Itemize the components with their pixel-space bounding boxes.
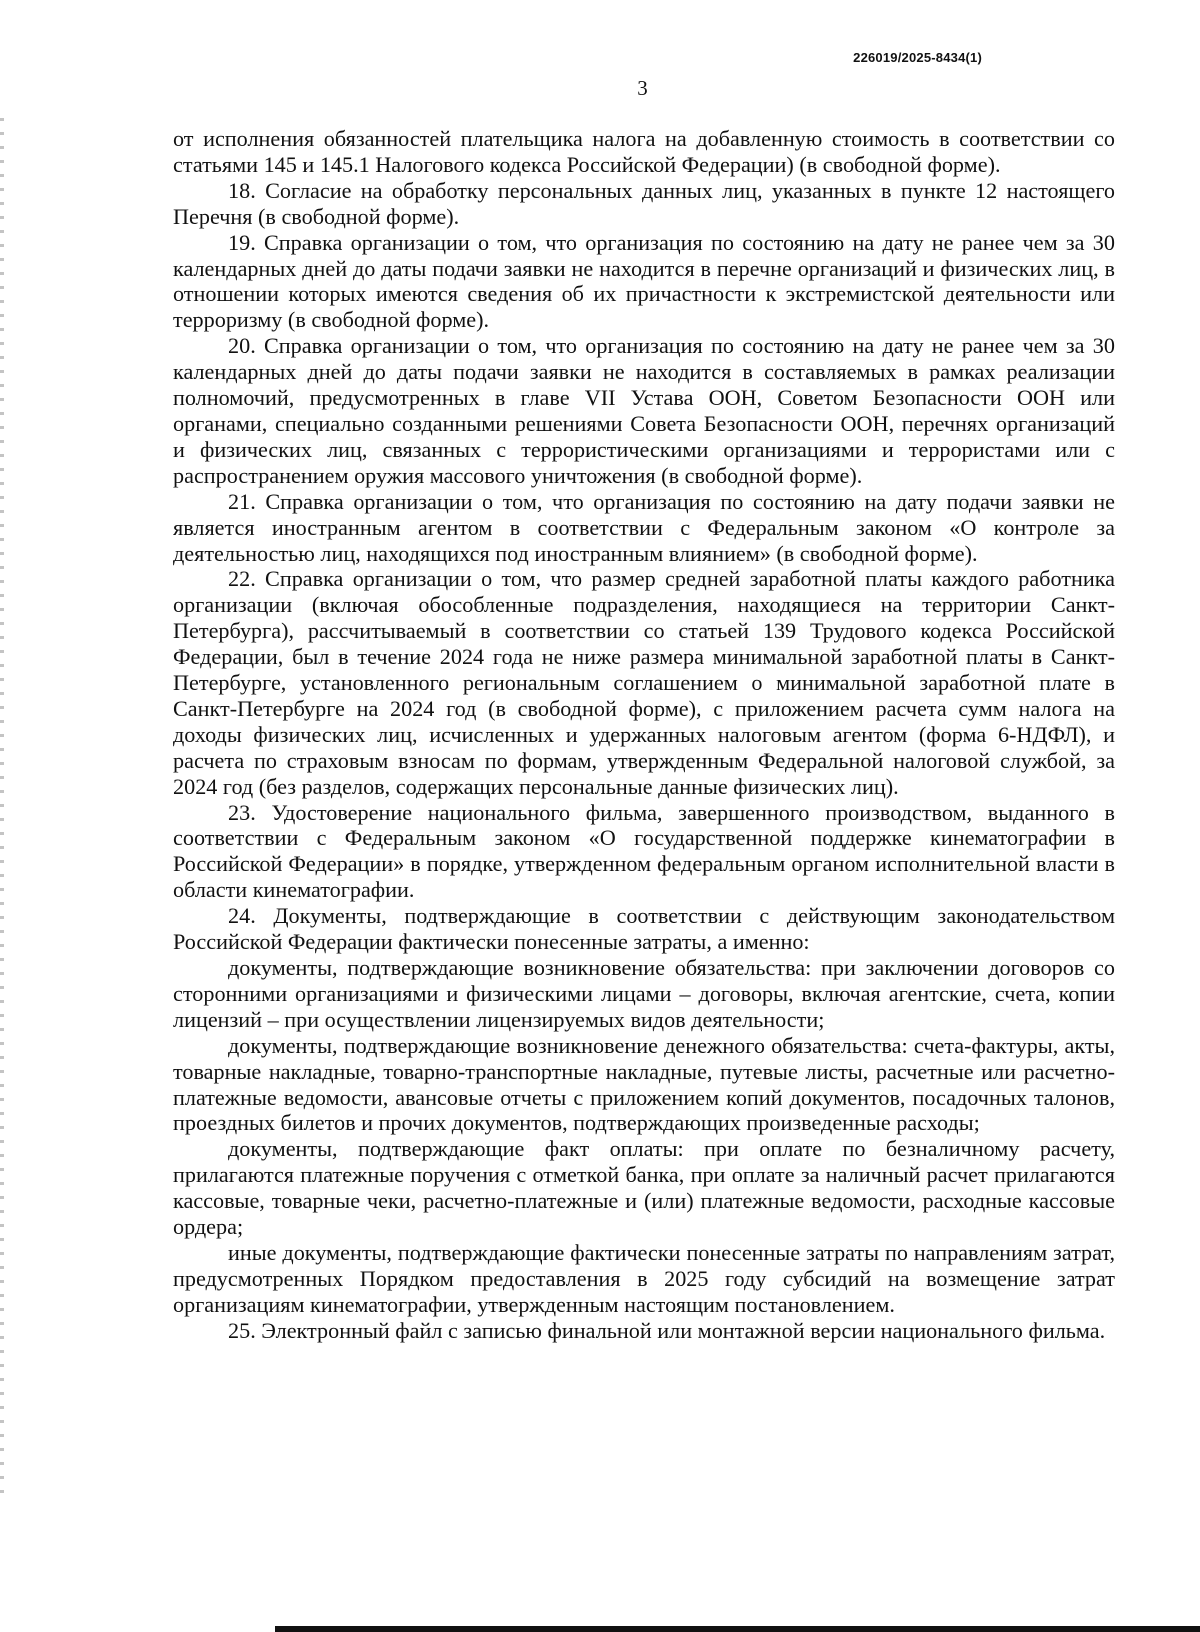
paragraph-25: 25. Электронный файл с записью финальной или монтажной версии национального фильма. <box>228 1317 1106 1343</box>
paragraph-21: 21. Справка организации о том, что организация по состоянию на дату подачи заявки не является иностранным агентом в соответствии с Федеральным законом «О контроле за деятельностью лиц, находящихся под иностранным влиянием» (в свободной форме). <box>173 488 1115 566</box>
document-body <box>173 126 1115 1344</box>
paragraph-24-item-obligation: документы, подтверждающие возникновение обязательства: при заключении договоров со сторонними организациями и физическими лицами – договоры, включая агентские, счета, копии лицензий – при осуществлении лицензируемых видов деятельности; <box>173 955 1115 1032</box>
scan-bottom-edge <box>275 1626 1200 1632</box>
scan-edge-mark <box>0 118 4 1498</box>
paragraph-23: 23. Удостоверение национального фильма, завершенного производством, выданного в соответствии с Федеральным законом «О государственной поддержке кинематографии в Российской Федерации» в порядке, утвержденном федеральным органом исполнительной власти в области кинематографии. <box>173 799 1115 903</box>
paragraph-24-item-payment: документы, подтверждающие факт оплаты: при оплате по безналичному расчету, прилагаются платежные поручения с отметкой банка, при оплате за наличный расчет прилагаются кассовые, товарные чеки, расчетно-платежные и (или) платежные ведомости, расходные кассовые ордера; <box>173 1136 1115 1240</box>
paragraph-24-item-other: иные документы, подтверждающие фактически понесенные затраты по направлениям затрат, предусмотренных Порядком предоставления в 2025 году субсидий на возмещение затрат организациям кинематографии, утвержденным настоящим постановлением. <box>173 1239 1115 1317</box>
paragraph-24: 24. Документы, подтверждающие в соответствии с действующим законодательством Российской Федерации фактически понесенные затраты, а именно: <box>173 903 1115 955</box>
paragraph-20: 20. Справка организации о том, что организация по состоянию на дату не ранее чем за 30 календарных дней до даты подачи заявки не находится в составляемых в рамках реализации полномочий, предусмотренных в главе VII Устава ООН, Советом Безопасности ООН или органами, специально созданными решениями Совета Безопасности ООН, перечнях организаций и физических лиц, связанных с террористическими организациями и террористами или с распространением оружия массового уничтожения (в свободной форме). <box>173 333 1115 488</box>
page-number: 3 <box>637 76 648 100</box>
paragraph-18: 18. Согласие на обработку персональных данных лиц, указанных в пункте 12 настоящего Перечня (в свободной форме). <box>173 177 1115 229</box>
paragraph-17-continuation: от исполнения обязанностей плательщика налога на добавленную стоимость в соответствии со статьями 145 и 145.1 Налогового кодекса Российской Федерации) (в свободной форме). <box>173 126 1115 177</box>
paragraph-24-item-monetary: документы, подтверждающие возникновение денежного обязательства: счета-фактуры, акты, товарные накладные, товарно-транспортные накладные, путевые листы, расчетные или расчетно-платежные ведомости, авансовые отчеты с приложением копий документов, посадочных талонов, проездных билетов и прочих документов, подтверждающих произведенные расходы; <box>173 1032 1115 1136</box>
paragraph-22: 22. Справка организации о том, что размер средней заработной платы каждого работника организации (включая обособленные подразделения, находящиеся на территории Санкт-Петербурга), рассчитываемый в соответствии со статьей 139 Трудового кодекса Российской Федерации, был в течение 2024 года не ниже размера минимальной заработной платы в Санкт-Петербурге, установленного региональным соглашением о минимальной заработной плате в Санкт-Петербурге на 2024 год (в свободной форме), с приложением расчета сумм налога на доходы физических лиц, исчисленных и удержанных налоговым агентом (форма 6-НДФЛ), и расчета по страховым взносам по формам, утвержденным Федеральной налоговой службой, за 2024 год (без разделов, содержащих персональные данные физических лиц). <box>173 566 1115 799</box>
paragraph-19: 19. Справка организации о том, что организация по состоянию на дату не ранее чем за 30 календарных дней до даты подачи заявки не находится в перечне организаций и физических лиц, в отношении которых имеются сведения об их причастности к экстремистской деятельности или терроризму (в свободной форме). <box>173 229 1115 333</box>
document-id: 226019/2025-8434(1) <box>853 50 982 65</box>
